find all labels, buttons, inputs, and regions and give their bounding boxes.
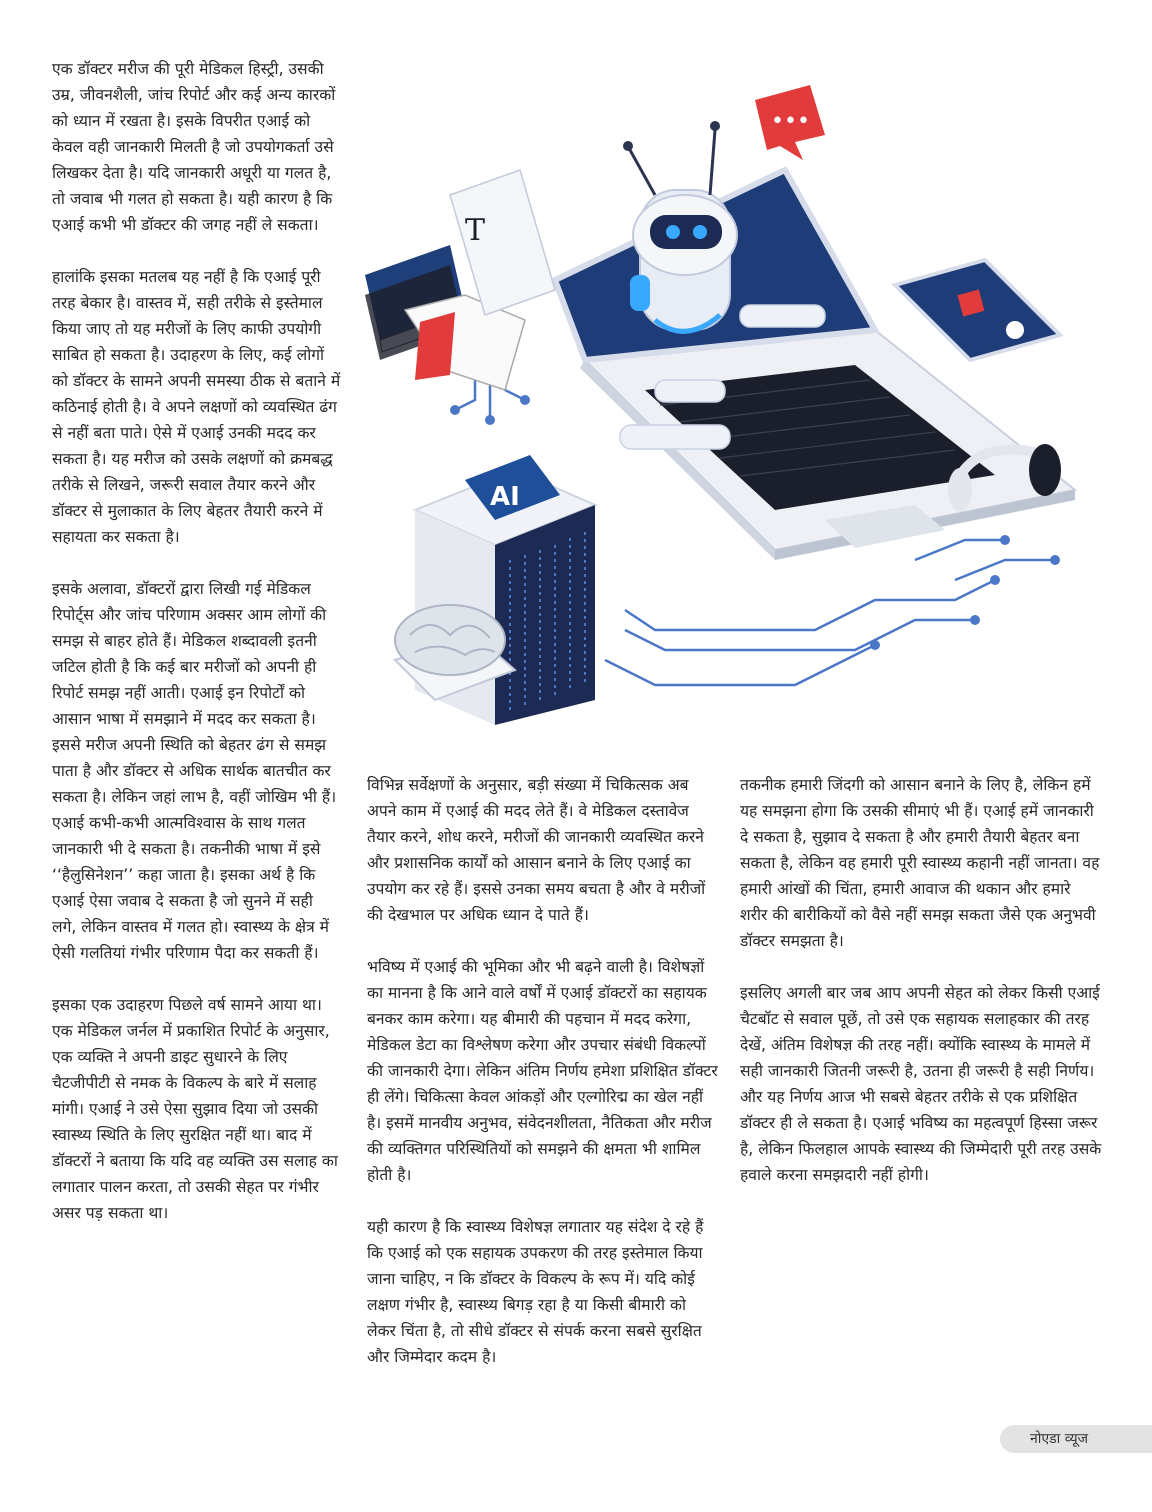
article-column-middle [367,772,719,1396]
paragraph: विभिन्न सर्वेक्षणों के अनुसार, बड़ी संख्या में चिकित्सक अब अपने काम में एआई की मदद लेते हैं। वे मेडिकल दस्तावेज तैयार करने, शोध करने, मरीजों की जानकारी व्यवस्थित करने और प्रशासनिक कार्यों को आसान बनाने के लिए एआई का उपयोग कर रहे हैं। इससे उनका समय बचता है और वे मरीजों की देखभाल पर अधिक ध्यान दे पाते हैं। [367,776,706,924]
chat-bubble-icon [755,85,825,160]
svg-text:T: T [465,213,486,248]
paragraph: तकनीक हमारी जिंदगी को आसान बनाने के लिए है, लेकिन हमें यह समझना होगा कि उसकी सीमाएं भी हैं। एआई हमें जानकारी दे सकता है, सुझाव दे सकता है और हमारी तैयारी बेहतर बना सकता है, लेकिन वह हमारी पूरी स्वास्थ्य कहानी नहीं जानता। वह हमारी आंखों की चिंता, हमारी आवाज की थकान और हमारे शरीर की बारीकियों को वैसे नहीं समझ सकता जैसे एक अनुभवी डॉक्टर समझता है। [740,776,1100,950]
ai-chip-label: AI [490,482,520,512]
svg-text:•••: ••• [771,109,810,134]
footer-publication-tab [1000,1425,1152,1453]
paragraph: इसलिए अगली बार जब आप अपनी सेहत को लेकर किसी एआई चैटबॉट से सवाल पूछें, तो उसे एक सहायक सलाहकार की तरह देखें, अंतिम विशेषज्ञ की तरह नहीं। क्योंकि स्वास्थ्य के मामले में सही जानकारी जितनी जरूरी है, उतना ही जरूरी है सही निर्णय। और यह निर्णय आज भी सबसे बेहतर तरीके से एक प्रशिक्षित डॉक्टर ही ले सकता है। एआई भविष्य का महत्वपूर्ण हिस्सा जरूर है, लेकिन फिलहाल आपके स्वास्थ्य की जिम्मेदारी पूरी तरह उसके हवाले करना समझदारी नहीं होगी। [740,984,1102,1184]
article-column-left [52,56,342,1252]
ai-laptop-illustration [355,60,1115,725]
paragraph: यही कारण है कि स्वास्थ्य विशेषज्ञ लगातार यह संदेश दे रहे हैं कि एआई को एक सहायक उपकरण की तरह इस्तेमाल किया जाना चाहिए, न कि डॉक्टर के विकल्प के रूप में। यदि कोई लक्षण गंभीर है, स्वास्थ्य बिगड़ रहा है या किसी बीमारी को लेकर चिंता है, तो सीधे डॉक्टर से संपर्क करना सबसे सुरक्षित और जिम्मेदार कदम है। [367,1218,704,1366]
paragraph: इसका एक उदाहरण पिछले वर्ष सामने आया था। एक मेडिकल जर्नल में प्रकाशित रिपोर्ट के अनुसार, एक व्यक्ति ने अपनी डाइट सुधारने के लिए चैटजीपीटी से नमक के विकल्प के बारे में सलाह मांगी। एआई ने उसे ऐसा सुझाव दिया जो उसकी स्वास्थ्य स्थिति के लिए सुरक्षित नहीं था। बाद में डॉक्टरों ने बताया कि यदि वह व्यक्ति उस सलाह का लगातार पालन करता, तो उसकी सेहत पर गंभीर असर पड़ सकता था। [52,996,338,1222]
footer-label: नोएडा व्यूज [1030,1431,1088,1447]
paragraph: एक डॉक्टर मरीज की पूरी मेडिकल हिस्ट्री, उसकी उम्र, जीवनशैली, जांच रिपोर्ट और कई अन्य कारकों को ध्यान में रखता है। इसके विपरीत एआई को केवल वही जानकारी मिलती है जो उपयोगकर्ता उसे लिखकर देता है। यदि जानकारी अधूरी या गलत है, तो जवाब भी गलत हो सकता है। यही कारण है कि एआई कभी भी डॉक्टर की जगह नहीं ले सकता। [52,60,336,234]
paragraph: भविष्य में एआई की भूमिका और भी बढ़ने वाली है। विशेषज्ञों का मानना है कि आने वाले वर्षों में एआई डॉक्टरों का सहायक बनकर काम करेगा। यह बीमारी की पहचान में मदद करेगा, मेडिकल डेटा का विश्लेषण करेगा और उपचार संबंधी विकल्पों की जानकारी देगा। लेकिन अंतिम निर्णय हमेशा प्रशिक्षित डॉक्टर ही लेंगे। चिकित्सा केवल आंकड़ों और एल्गोरिद्म का खेल नहीं है। इसमें मानवीय अनुभव, संवेदनशीलता, नैतिकता और मरीज की व्यक्तिगत परिस्थितियों को समझने की क्षमता भी शामिल होती है। [367,958,718,1184]
document-page [450,170,555,315]
paragraph: इसके अलावा, डॉक्टरों द्वारा लिखी गई मेडिकल रिपोर्ट्स और जांच परिणाम अक्सर आम लोगों की समझ से बाहर होते हैं। मेडिकल शब्दावली इतनी जटिल होती है कि कई बार मरीजों को अपनी ही रिपोर्ट समझ नहीं आती। एआई इन रिपोर्टों को आसान भाषा में समझाने में मदद कर सकता है। इससे मरीज अपनी स्थिति को बेहतर ढंग से समझ पाता है और डॉक्टर से अधिक सार्थक बातचीत कर सकता है। लेकिन जहां लाभ है, वहीं जोखिम भी हैं। एआई कभी-कभी आत्मविश्वास के साथ गलत जानकारी भी दे सकता है। तकनीकी भाषा में इसे ‘‘हैलुसिनेशन’’ कहा जाता है। इसका अर्थ है कि एआई ऐसा जवाब दे सकता है जो सुनने में सही लगे, लेकिन वास्तव में गलत हो। स्वास्थ्य के क्षेत्र में ऐसी गलतियां गंभीर परिणाम पैदा कर सकती हैं। [52,580,337,962]
robot-figure [623,121,737,331]
paragraph: हालांकि इसका मतलब यह नहीं है कि एआई पूरी तरह बेकार है। वास्तव में, सही तरीके से इस्तेमाल किया जाए तो यह मरीजों के लिए काफी उपयोगी साबित हो सकता है। उदाहरण के लिए, कई लोगों को डॉक्टर के सामने अपनी समस्या ठीक से बताने में कठिनाई होती है। वे अपने लक्षणों को व्यवस्थित ढंग से नहीं बता पाते। ऐसे में एआई उनकी मदद कर सकता है। यह मरीज को उसके लक्षणों को क्रमबद्ध तरीके से लिखने, जरूरी सवाल तैयार करने और डॉक्टर से मुलाकात के लिए बेहतर तैयारी करने में सहायता कर सकता है। [52,268,341,546]
article-column-right [740,772,1102,1214]
phone-device [895,260,1060,360]
